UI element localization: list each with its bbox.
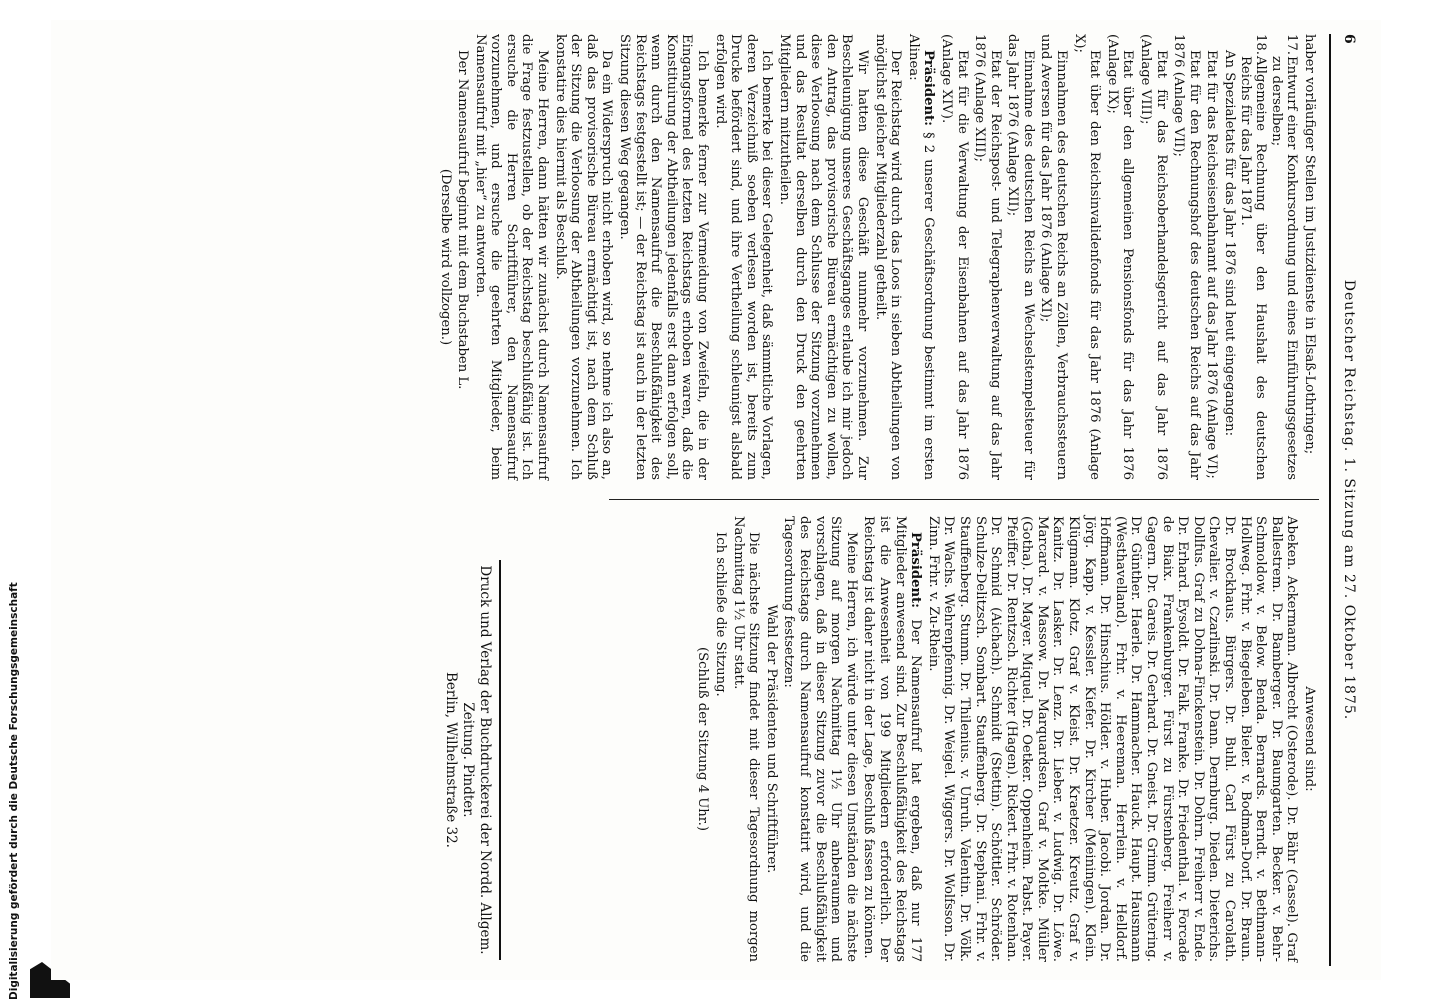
quote: Der Reichstag wird durch das Loos in sieben Abtheilungen von möglichst gleicher Mitgliederzahl getheilt. <box>872 34 904 480</box>
paragraph: Ich bemerke ferner zur Vermeidung von Zweifeln, die in der Eingangsformel des letzten Reichstags erhoben waren, daß die Konstituirung der Abtheilungen jedenfalls erst dann erfolgen soll, wenn durch den Namensaufruf die Beschlußfähigkeit des Reichstags festgestellt ist; — der Reichstag ist auch in der letzten Sitzung diesen Weg gegangen. <box>617 34 711 480</box>
closing-note: (Schluß der Sitzung 4 Uhr.) <box>695 646 711 831</box>
item-number: 18. <box>1253 34 1269 55</box>
page-title: Deutscher Reichstag. 1. Sitzung am 27. Oktober 1875. <box>1341 279 1357 721</box>
page-number: 6 <box>1341 34 1357 44</box>
speaker-label: Präsident: <box>908 532 924 609</box>
etat-entry: Etat der Reichspost- und Telegraphenverwaltung auf das Jahr 1876 (Anlage XIII); <box>972 34 1003 480</box>
digitisation-note: Digitalisierung gefördert durch die Deutsche Forschungsgemeinschaft <box>8 582 20 1000</box>
section-heading: Anwesend sind: <box>1302 686 1317 792</box>
speech-text: § 2 unserer Geschäftsordnung bestimmt im ersten Alinea: <box>905 34 937 480</box>
paragraph: An Spezialetats für das Jahr 1876 sind heut eingegangen: <box>1222 50 1238 437</box>
item-text: Entwurf einer Konkursordnung und eines Einführungsgesetzes zu derselben; <box>1268 56 1300 480</box>
etat-entry: Etat für die Verwaltung der Eisenbahnen auf das Jahr 1876 (Anlage XIV). <box>938 34 970 480</box>
speaker-label: Präsident: <box>921 50 937 127</box>
etat-entry: Etat für das Reichsoberhandelsgericht auf das Jahr 1876 (Anlage VIII); <box>1138 34 1169 480</box>
imprint <box>442 560 501 960</box>
stage-direction: (Derselbe wird vollzogen.) <box>437 168 453 346</box>
item-number: 17. <box>1284 34 1300 55</box>
paragraph: Ich schließe die Sitzung. <box>713 532 729 697</box>
etat-entry: Etat über den Reichsinvalidenfonds für das Jahr 1876 (Anlage X); <box>1071 34 1103 480</box>
running-head <box>1329 34 1359 966</box>
attendance-list: Abeken. Ackermann. Albrecht (Osterode). Dr. Bähr (Cassel). Graf Ballestrem. Dr. Bamberger. Dr. Baumgarten. Becker. v. Behr-Schmoldow. v. Below. Benda. Bernards. Berndt. v. Bethmann-Hollweg. Frhr. v. Biegeleben. Bieler. v. Bodman-Dorf. Dr. Braun. Dr. Brockhaus. Bürgers. Dr. Buhl. Carl Fürst zu Carolath. Chevalier. v. Czarlinski. Dr. Dann. Dernburg. Dieden. Dieterichs. Dollfus. Graf zu Dohna-Finckenstein. Dr. Dohrn. Freiherr v. Ende. Dr. Erhard. Eysoldt. Dr. Falk. Franke. Dr. Friedenthal. v. Forcade de Biaix. Frankenburger. Fürst zu Fürstenberg. Freiherr v. Gagern. Dr. Gareis. Dr. Gerhard. Dr. Gneist. Dr. Grimm. Grütering. Dr. Günther. Haerle. Dr. Hammacher. Hauck. Haupt. Hausmann (Westhavelland). Frhr. v. Heereman. Herrlein. v. Helldorf. Hoffmann. Dr. Hinschius. Hölder. v. Huber. Jacobi. Jordan. Dr. Jörg. Kapp. v. Kessler. Kiefer. Dr. Kircher (Meiningen). Klein. Klügmann. Klotz. Graf v. Kleist. Dr. Kraetzer. Kreutz. Graf v. Kanitz. Dr. Lasker. Dr. Lenz. Dr. Lieber. v. Ludwig. Dr. Löwe. Marcard. v. Massow. Dr. Marquardsen. Graf v. Moltke. Müller (Gotha). Dr. Mayer. Miquel. Dr. Oetker. Oppenheim. Pabst. Payer. Pfeiffer. Dr. Rentzsch. Richter (Hagen). Rickert. Frhr. v. Rotenhan. Dr. Schmid (Aichach). Schmidt (Stettin). Schöttler. Schröder. Schulze-Delitzsch. Sombart. Stauffenberg. Dr. Stephani. Frhr. v. Stauffenberg. Stumm. Dr. Thilenius. v. Unruh. Valentin. Dr. Völk. Dr. Wachs. Wehrenpfennig. Dr. Weigel. Wiggers. Dr. Wolfsson. Dr. Zinn. Frhr. v. Zu-Rhein. <box>925 516 1300 962</box>
etat-entry: Etat für den Rechnungshof des deutschen Reichs auf das Jahr 1876 (Anlage VII); <box>1171 34 1202 480</box>
agenda-item: Wahl der Präsidenten und Schriftführer. <box>763 604 779 874</box>
right-column <box>693 516 1317 962</box>
imprint-line: Berlin, Wilhelmstraße 32. <box>443 672 459 848</box>
etat-entry: Etat für das Reichseisenbahnamt auf das Jahr 1876 (Anlage VI); <box>1204 50 1220 479</box>
list-item <box>1268 34 1299 480</box>
paragraph: Wir hatten diese Geschäft nunmehr vorzunehmen. Zur Beschleunigung unseres Geschäftsganges erlaube ich mir jedoch den Antrag, das provisorische Büreau ermächtigen zu wollen, diese Verloosung nach dem Schlusse der Sitzung vorzunehmen und das Resultat derselben durch den Druck den geehrten Mitgliedern mitzutheilen. <box>777 34 870 480</box>
paragraph <box>861 516 923 962</box>
item-text: Allgemeine Rechnung über den Haushalt des deutschen Reichs für das Jahr 1871. <box>1237 56 1269 480</box>
paragraph: Die nächste Sitzung findet mit dieser Tagesordnung morgen Nachmittag 1½ Uhr statt. <box>730 516 762 962</box>
paragraph: Da ein Widerspruch nicht erhoben wird, so nehme ich also an, daß das provisorische Büreau ermächtigt ist, nach dem Schluß der Sitzung die Verloosung der Abtheilungen vorzunehmen. Ich konstatire dies hiermit als Beschluß. <box>552 34 615 480</box>
list-item <box>1237 34 1268 480</box>
paragraph: Meine Herren, ich würde unter diesen Umständen die nächste Sitzung auf morgen Nachmittag 1½ Uhr anberaumen und vorschlagen, daß in dieser Sitzung zuvor die Beschlußfähigkeit des Reichstags durch Namensaufruf konstatirt wird, und die Tagesordnung festsetzen: <box>781 516 859 962</box>
etat-entry: Einnahme des deutschen Reichs an Wechselstempelsteuer für das Jahr 1876 (Anlage XII); <box>1005 34 1036 480</box>
paragraph <box>905 34 936 480</box>
etat-entry: Etat über den allgemeinen Pensionsfonds für das Jahr 1876 (Anlage IX); <box>1104 34 1136 480</box>
speech-text: Der Namensaufruf hat ergeben, daß nur 177 Mitglieder anwesend sind. Zur Beschlußfähigkeit des Reichstags ist die Anwesenheit von 199 Mitgliedern erforderlich. Der Reichstag ist daher nicht in der Lage, Beschluß fassen zu können. <box>861 516 924 962</box>
imprint-line: Druck und Verlag der Buchdruckerei der Nordd. Allgem. Zeitung. Pindter. <box>460 565 493 955</box>
etat-entry: Einnahmen des deutschen Reichs an Zöllen, Verbrauchssteuern und Aversen für das Jahr 1876 (Anlage XI); <box>1038 34 1070 480</box>
paragraph: Der Namensaufruf beginnt mit dem Buchstaben L. <box>455 50 471 390</box>
left-column <box>435 34 1317 480</box>
paragraph: Meine Herren, dann hätten wir zunächst durch Namensaufruf die Frage festzustellen, ob der Reichstag beschlußfähig ist. Ich ersuche die Herren Schriftführer, den Namensaufruf vorzunehmen, und ersuche die geehrten Mitglieder, beim Namensaufruf mit „hier“ zu antworten. <box>472 34 551 480</box>
digitisation-strip <box>0 582 20 1000</box>
column-divider <box>609 499 1319 500</box>
paragraph: Ich bemerke bei dieser Gelegenheit, daß sämmtliche Vorlagen, deren Verzeichniß soeben verlesen worden ist, bereits zum Drucke befördert sind, und ihre Vertheilung schleunigst alsbald erfolgen wird. <box>712 34 775 480</box>
paragraph: haber vorläufiger Stellen im Justizdienste in Elsaß-Lothringen; <box>1302 34 1317 455</box>
scanned-page <box>51 20 1381 980</box>
